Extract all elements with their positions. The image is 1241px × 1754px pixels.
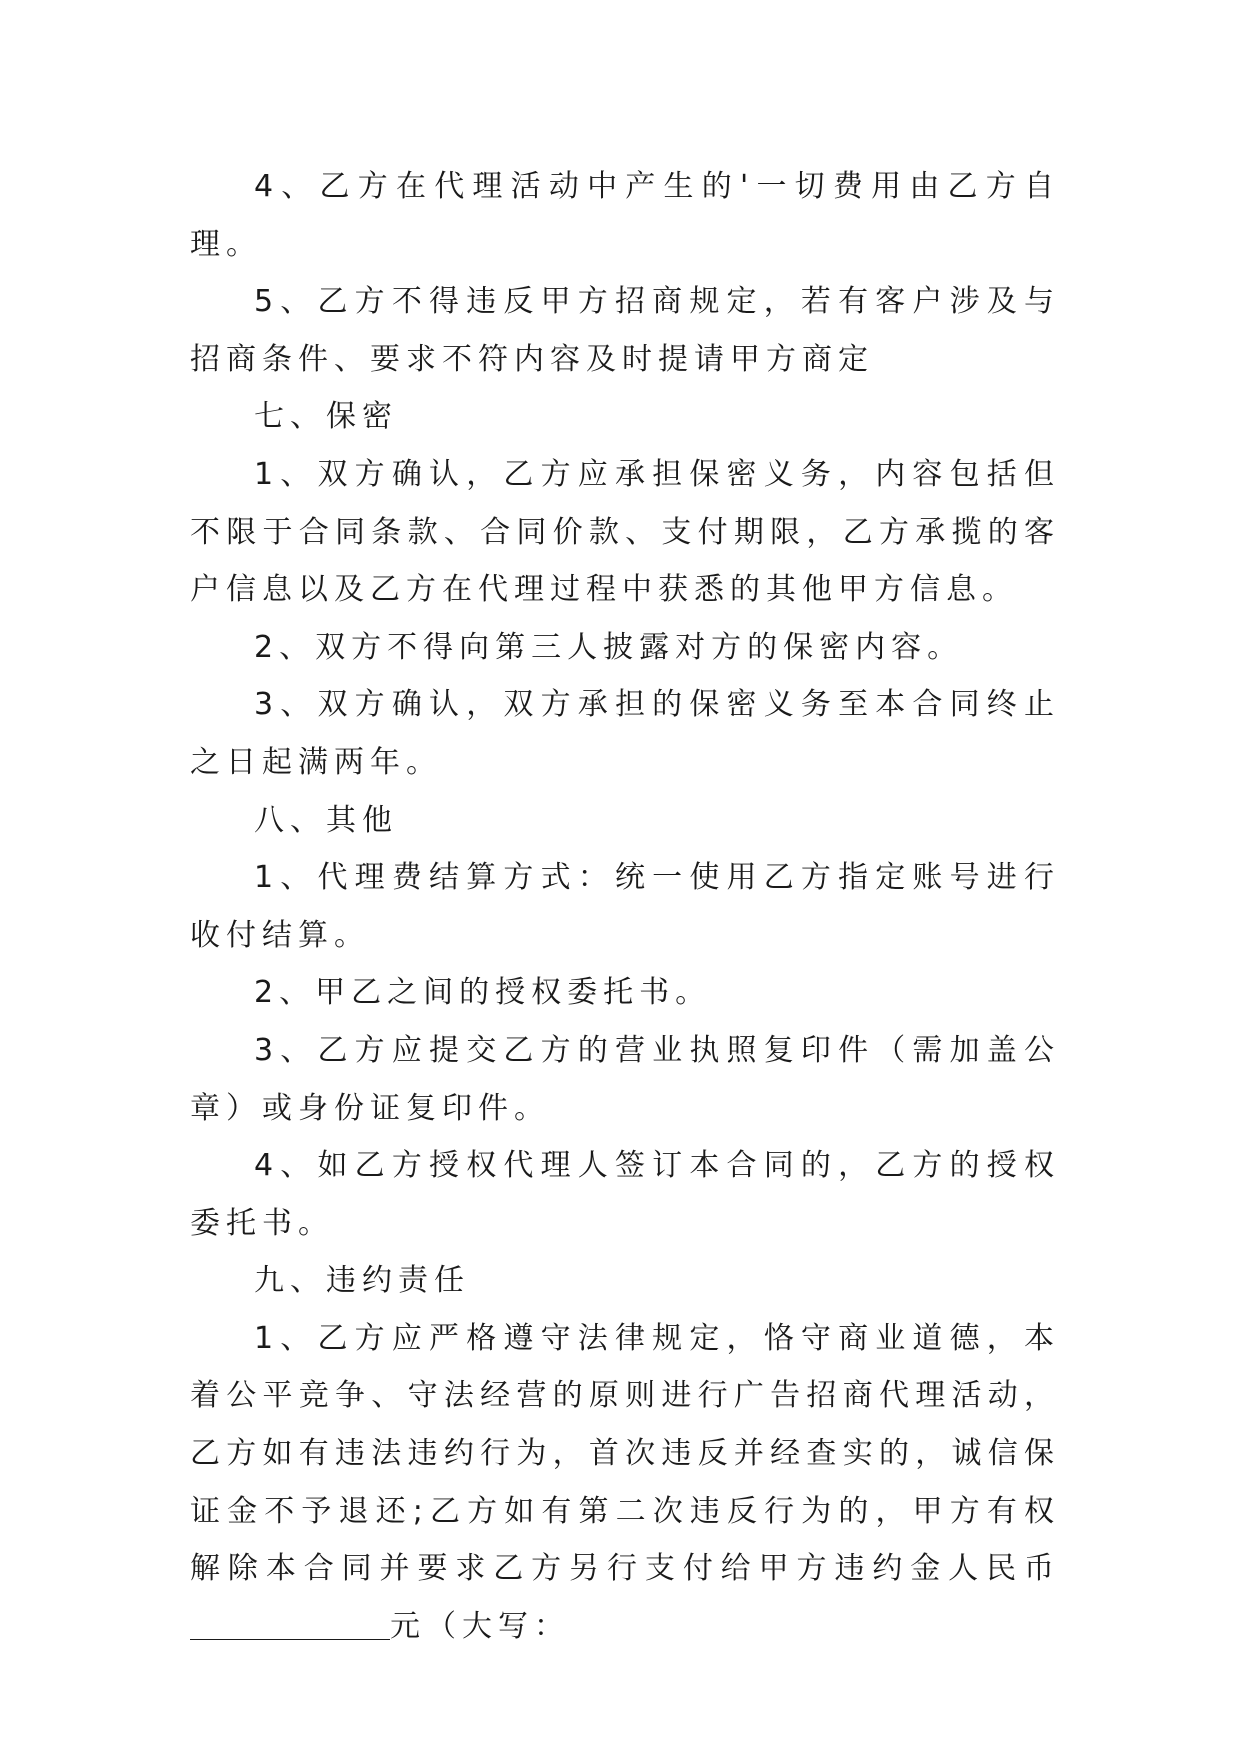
section-heading-8: 八、其他 <box>254 802 398 838</box>
clause-8-4: 4、如乙方授权代理人签订本合同的，乙方的授权委托书。 <box>190 1148 1060 1241</box>
section-heading-9: 九、违约责任 <box>254 1263 470 1299</box>
clause-6-4: 4、乙方在代理活动中产生的'一切费用由乙方自理。 <box>190 169 1060 262</box>
document-body <box>190 158 1060 1655</box>
clause-7-3: 3、双方确认，双方承担的保密义务至本合同终止之日起满两年。 <box>190 687 1060 780</box>
clause-7-1: 1、双方确认，乙方应承担保密义务，内容包括但不限于合同条款、合同价款、支付期限，乙方承揽的客户信息以及乙方在代理过程中获悉的其他甲方信息。 <box>190 456 1060 608</box>
clause-8-3: 3、乙方应提交乙方的营业执照复印件（需加盖公章）或身份证复印件。 <box>190 1032 1060 1126</box>
clause-9-1-tail: 元（大写： <box>390 1608 570 1644</box>
clause-6-5: 5、乙方不得违反甲方招商规定，若有客户涉及与招商条件、要求不符内容及时提请甲方商定 <box>190 284 1060 377</box>
clause-9-1 <box>190 1310 1060 1656</box>
amount-blank-line <box>190 1609 390 1640</box>
section-heading-7: 七、保密 <box>254 399 398 435</box>
clause-8-1: 1、代理费结算方式：统一使用乙方指定账号进行收付结算。 <box>190 860 1060 953</box>
clause-7-2: 2、双方不得向第三人披露对方的保密内容。 <box>254 629 964 665</box>
clause-9-1-text: 1、乙方应严格遵守法律规定，恪守商业道德，本着公平竞争、守法经营的原则进行广告招商代理活动，乙方如有违法违约行为，首次违反并经查实的，诚信保证金不予退还;乙方如有第二次违反行为的，甲方有权解除本合同并要求乙方另行支付给甲方违约金人民币 <box>190 1320 1060 1587</box>
clause-8-2: 2、甲乙之间的授权委托书。 <box>254 975 712 1011</box>
